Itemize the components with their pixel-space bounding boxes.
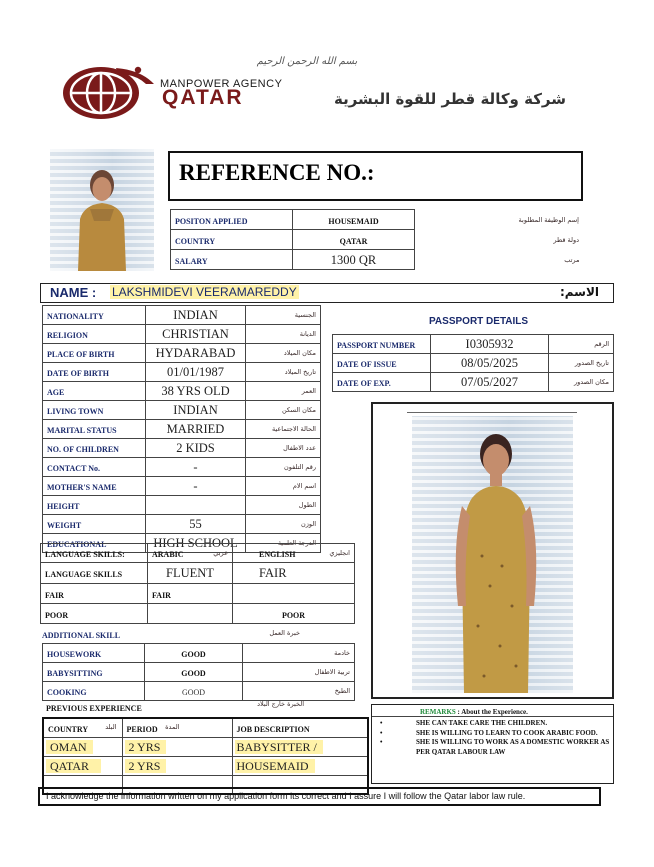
- personal-value: 01/01/1987: [167, 365, 224, 379]
- personal-row: [43, 382, 321, 401]
- skill-arabic: تربية الاطفال: [314, 668, 350, 676]
- date-of-issue-row: [333, 354, 614, 373]
- previous-experience-title: PREVIOUS EXPERIENCE: [46, 704, 142, 713]
- skill-row: [43, 663, 355, 682]
- personal-value: INDIAN: [173, 308, 218, 322]
- personal-label: MOTHER'S NAME: [47, 483, 117, 492]
- date-of-exp-arabic: مكان الصدور: [573, 378, 609, 386]
- experience-country: QATAR: [46, 759, 101, 773]
- personal-row: [43, 401, 321, 420]
- name-arabic-label: الاسم:: [559, 285, 599, 299]
- experience-job: BABYSITTER /: [235, 740, 323, 754]
- experience-period: 2 YRS: [125, 759, 167, 773]
- salary-label: SALARY: [175, 256, 208, 266]
- passport-table: [332, 334, 614, 392]
- date-of-exp-label: DATE OF EXP.: [337, 379, 391, 388]
- name-bar: [40, 283, 614, 303]
- name-label: NAME :: [50, 285, 97, 300]
- personal-arabic: الطول: [298, 501, 316, 509]
- personal-row: [43, 325, 321, 344]
- personal-label: HEIGHT: [47, 502, 80, 511]
- remarks-item: • SHE IS WILLING TO LEARN TO COOK ARABIC FOOD.: [380, 728, 598, 737]
- personal-value: 2 KIDS: [176, 441, 215, 455]
- acknowledgement-box: [38, 787, 601, 806]
- agency-name-arabic: شركة وكالة قطر للقوة البشرية: [334, 90, 566, 108]
- country-value: QATAR: [339, 236, 368, 246]
- personal-arabic: مكان الميلاد: [283, 349, 316, 357]
- skills-table: [42, 643, 355, 701]
- country-header: COUNTRY: [48, 725, 89, 734]
- skill-row: [43, 682, 355, 701]
- remarks-list: [380, 719, 610, 757]
- position-value: HOUSEMAID: [328, 216, 379, 226]
- passport-number-arabic: الرقم: [594, 340, 609, 348]
- personal-label: LIVING TOWN: [47, 407, 104, 416]
- passport-number-value: I0305932: [465, 337, 514, 351]
- personal-arabic: الدرجة العلمية: [277, 539, 316, 547]
- personal-arabic: عدد الاطفال: [283, 444, 316, 452]
- date-of-issue-arabic: تاريخ الصدور: [574, 359, 609, 367]
- experience-country: OMAN: [46, 740, 93, 754]
- experience-period: 2 YRS: [125, 740, 167, 754]
- remarks-divider: [372, 716, 613, 717]
- language-row: [41, 584, 355, 604]
- remarks-item-text: SHE IS WILLING TO LEARN TO COOK ARABIC FOOD.: [416, 728, 598, 737]
- experience-job: HOUSEMAID: [235, 759, 315, 773]
- remarks-box: [371, 704, 614, 784]
- personal-value: 55: [189, 517, 202, 531]
- personal-label: PLACE OF BIRTH: [47, 350, 115, 359]
- reference-title: REFERENCE NO.:: [179, 160, 375, 185]
- skill-label: COOKING: [47, 688, 87, 697]
- experience-header-row: [43, 718, 368, 738]
- arabic-level: FAIR: [152, 590, 171, 600]
- previous-experience-title-ar: الخبرة خارج البلاد: [257, 700, 304, 708]
- period-header: PERIOD: [126, 725, 158, 734]
- personal-label: NO. OF CHILDREN: [47, 445, 119, 454]
- date-of-exp-value: 07/05/2027: [461, 375, 518, 389]
- remarks-title: REMARKS: [420, 708, 456, 716]
- applicant-photo-large: [412, 416, 573, 693]
- personal-label: DATE OF BIRTH: [47, 369, 109, 378]
- personal-label: WEIGHT: [47, 521, 82, 530]
- skill-value: GOOD: [181, 688, 206, 697]
- personal-label: RELIGION: [47, 331, 88, 340]
- personal-value: -: [193, 460, 198, 474]
- person-silhouette-icon: [50, 149, 154, 271]
- position-row: [171, 210, 584, 230]
- personal-arabic: اسم الام: [292, 482, 316, 490]
- arabic-header-ar: عربي: [213, 549, 228, 557]
- date-of-exp-row: [333, 373, 614, 392]
- globe-logo-icon: [56, 64, 156, 120]
- language-row-label: LANGUAGE SKILLS: [45, 570, 123, 579]
- personal-arabic: مكان السكن: [281, 406, 316, 414]
- personal-arabic: الجنسية: [294, 311, 316, 319]
- personal-row: [43, 344, 321, 363]
- personal-arabic: رقم التلفون: [284, 463, 316, 471]
- language-skills-header: LANGUAGE SKILLS:: [45, 550, 125, 559]
- applicant-photo-frame: [371, 402, 614, 699]
- experience-row: [43, 738, 368, 757]
- english-header-ar: انجليزي: [329, 549, 350, 557]
- country-header-ar: البلد: [105, 723, 117, 731]
- bismillah-text: بسم الله الرحمن الرحيم: [256, 56, 358, 67]
- personal-arabic: الديانة: [299, 330, 316, 338]
- personal-label: AGE: [47, 388, 65, 397]
- language-row: [41, 604, 355, 624]
- personal-row: [43, 515, 321, 534]
- salary-value: 1300 QR: [330, 252, 377, 267]
- country-label: COUNTRY: [175, 236, 216, 246]
- applicant-photo-small: [50, 149, 154, 271]
- additional-skill-title: ADDITIONAL SKILL: [42, 631, 121, 640]
- personal-value: -: [193, 479, 198, 493]
- english-level: POOR: [281, 610, 306, 620]
- remarks-item: • SHE CAN TAKE CARE THE CHILDREN.: [380, 719, 548, 727]
- person-full-silhouette-icon: [412, 416, 573, 693]
- skill-value: GOOD: [181, 669, 206, 678]
- personal-label: MARITAL STATUS: [47, 426, 117, 435]
- applicant-name: LAKSHMIDEVI VEERAMAREDDY: [112, 285, 297, 299]
- personal-label: CONTACT No.: [47, 464, 101, 473]
- country-arabic: دولة قطر: [553, 235, 579, 244]
- agency-name-small: MANPOWER AGENCY: [160, 78, 283, 90]
- passport-number-row: [333, 335, 614, 354]
- language-row-label: POOR: [45, 610, 69, 620]
- personal-value: HIGH SCHOOL: [153, 536, 238, 550]
- remarks-item-text: SHE CAN TAKE CARE THE CHILDREN.: [416, 719, 548, 727]
- personal-row: [43, 439, 321, 458]
- photo-top-line: [407, 412, 577, 413]
- personal-label: EDUCATIONAL: [47, 540, 107, 549]
- agency-logo: [56, 64, 156, 120]
- additional-skill-title-ar: خبرة العمل: [269, 629, 300, 637]
- position-arabic: إسم الوظيفة المطلوبة: [518, 215, 579, 224]
- personal-row: [43, 477, 321, 496]
- english-header: ENGLISH: [259, 550, 296, 559]
- passport-title: PASSPORT DETAILS: [429, 316, 529, 327]
- skill-arabic: الطبخ: [334, 687, 350, 695]
- personal-row: [43, 306, 321, 325]
- language-row-label: FAIR: [45, 590, 64, 600]
- remarks-heading: [420, 708, 528, 716]
- experience-row: [43, 757, 368, 776]
- personal-value: HYDARABAD: [155, 346, 236, 360]
- agency-name-big: QATAR: [162, 86, 244, 109]
- language-table: [40, 543, 355, 624]
- personal-row: [43, 458, 321, 477]
- acknowledgement-text: I acknowledge the information written on my application form its correct and I assure I will follow the Qatar labor law rule.: [46, 791, 526, 801]
- personal-arabic: الوزن: [300, 520, 316, 528]
- personal-arabic: الحالة الاجتماعية: [271, 425, 316, 433]
- passport-number-label: PASSPORT NUMBER: [337, 341, 416, 350]
- job-description-header: JOB DESCRIPTION: [236, 725, 310, 734]
- personal-row: [43, 363, 321, 382]
- skill-arabic: خادمة: [334, 649, 350, 657]
- personal-row: [43, 420, 321, 439]
- date-of-issue-value: 08/05/2025: [461, 356, 518, 370]
- personal-details-table: [42, 305, 321, 553]
- personal-value: CHRISTIAN: [162, 327, 229, 341]
- skill-value: GOOD: [181, 650, 206, 659]
- date-of-issue-label: DATE OF ISSUE: [337, 360, 397, 369]
- personal-row: [43, 496, 321, 515]
- english-level: FAIR: [259, 566, 287, 580]
- language-header-row: [41, 544, 355, 563]
- salary-arabic: مرتب: [564, 255, 580, 264]
- remarks-item: • SHE IS WILLING TO WORK AS A DOMESTIC WORKER AS PER QATAR LABOUR LAW: [380, 738, 610, 756]
- personal-arabic: تاريخ الميلاد: [284, 368, 316, 376]
- reference-box: [168, 151, 583, 201]
- skill-row: [43, 644, 355, 663]
- country-row: [171, 230, 584, 250]
- language-row: [41, 563, 355, 584]
- period-header-ar: المدة: [165, 723, 180, 731]
- personal-value: INDIAN: [173, 403, 218, 417]
- remarks-item-text: SHE IS WILLING TO WORK AS A DOMESTIC WORKER AS PER QATAR LABOUR LAW: [416, 738, 610, 756]
- skill-label: HOUSEWORK: [47, 650, 102, 659]
- arabic-header: ARABIC: [152, 550, 184, 559]
- position-label: POSITON APPLIED: [175, 216, 248, 226]
- salary-row: [171, 250, 584, 270]
- personal-value: 38 YRS OLD: [161, 384, 230, 398]
- personal-arabic: العمر: [301, 387, 316, 395]
- personal-label: NATIONALITY: [47, 312, 104, 321]
- arabic-level: FLUENT: [166, 566, 214, 580]
- skill-label: BABYSITTING: [47, 669, 103, 678]
- remarks-subtitle: : About the Experience.: [457, 708, 528, 716]
- experience-table: [42, 717, 369, 795]
- personal-value: MARRIED: [166, 422, 225, 436]
- position-table: [170, 209, 584, 270]
